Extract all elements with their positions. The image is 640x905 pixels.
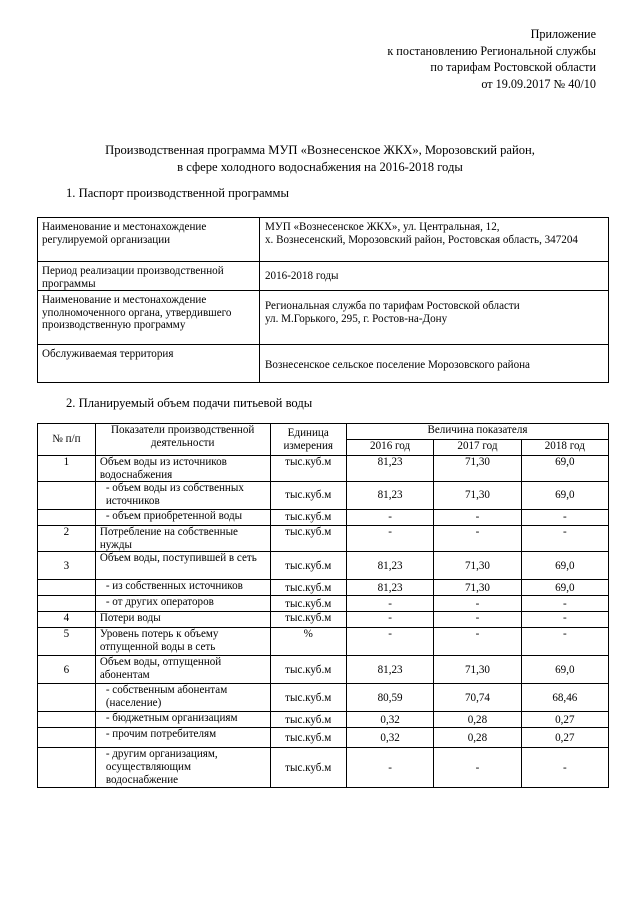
row-indicator: Потери воды	[95, 612, 270, 628]
table-row	[38, 526, 609, 552]
row-value-2016: 81,23	[346, 482, 433, 510]
table-row	[38, 748, 609, 788]
row-indicator: Уровень потерь к объему отпущенной воды в сеть	[95, 628, 270, 656]
title-line: в сфере холодного водоснабжения на 2016-2018 годы	[177, 159, 463, 174]
passport-label: Наименование и местонахождение уполномоченного органа, утвердившего производственную программу	[38, 291, 260, 345]
row-value-2016: 81,23	[346, 580, 433, 596]
passport-value-line: х. Вознесенский, Морозовский район, Ростовская область, 347204	[265, 233, 578, 246]
table-row	[38, 580, 609, 596]
row-number	[38, 482, 96, 510]
row-value-2017: -	[434, 748, 521, 788]
row-value-2017: 71,30	[434, 580, 521, 596]
row-value-2016: 81,23	[346, 552, 433, 580]
section-heading-volume: 2. Планируемый объем подачи питьевой воды	[66, 396, 313, 410]
row-unit: тыс.куб.м	[270, 552, 346, 580]
section-heading-passport: 1. Паспорт производственной программы	[66, 186, 289, 200]
row-unit: тыс.куб.м	[270, 712, 346, 728]
passport-value	[260, 262, 609, 291]
row-value-2018: 69,0	[521, 552, 608, 580]
row-value-2018: -	[521, 628, 608, 656]
row-value-2016: 81,23	[346, 656, 433, 684]
row-value-2016: 0,32	[346, 712, 433, 728]
header-unit: Единица измерения	[270, 424, 346, 456]
row-value-2016: -	[346, 612, 433, 628]
row-value-2017: -	[434, 526, 521, 552]
row-number	[38, 580, 96, 596]
appendix-line: от 19.09.2017 № 40/10	[481, 76, 596, 91]
row-unit: тыс.куб.м	[270, 510, 346, 526]
row-value-2016: 81,23	[346, 456, 433, 482]
header-row	[38, 424, 609, 440]
row-indicator: - прочим потребителям	[95, 728, 270, 748]
row-indicator: Потребление на собственные нужды	[95, 526, 270, 552]
row-number	[38, 684, 96, 712]
row-value-2018: 68,46	[521, 684, 608, 712]
table-row	[38, 510, 609, 526]
row-unit: тыс.куб.м	[270, 656, 346, 684]
row-number: 2	[38, 526, 96, 552]
table-row	[38, 612, 609, 628]
header-indicator: Показатели производственной деятельности	[95, 424, 270, 456]
row-indicator: - от других операторов	[95, 596, 270, 612]
passport-value-line: ул. М.Горького, 295, г. Ростов-на-Дону	[265, 312, 448, 325]
passport-value-line: Региональная служба по тарифам Ростовской области	[265, 300, 520, 313]
row-value-2016: -	[346, 596, 433, 612]
row-value-2017: 71,30	[434, 552, 521, 580]
row-value-2017: 71,30	[434, 482, 521, 510]
row-number: 1	[38, 456, 96, 482]
header-value: Величина показателя	[346, 424, 608, 440]
row-number	[38, 596, 96, 612]
passport-row	[38, 262, 609, 291]
row-indicator: Объем воды из источников водоснабжения	[95, 456, 270, 482]
row-value-2018: -	[521, 612, 608, 628]
passport-value	[260, 291, 609, 345]
table-row	[38, 628, 609, 656]
row-value-2018: -	[521, 510, 608, 526]
row-unit: тыс.куб.м	[270, 482, 346, 510]
row-number	[38, 728, 96, 748]
row-value-2016: 0,32	[346, 728, 433, 748]
table-row	[38, 596, 609, 612]
header-num: № п/п	[38, 424, 96, 456]
passport-value	[260, 345, 609, 383]
row-value-2018: -	[521, 596, 608, 612]
row-number: 3	[38, 552, 96, 580]
row-value-2018: -	[521, 748, 608, 788]
appendix-line: Приложение	[530, 27, 596, 41]
row-indicator: - объем приобретенной воды	[95, 510, 270, 526]
row-value-2016: -	[346, 526, 433, 552]
row-number: 5	[38, 628, 96, 656]
passport-table	[37, 217, 609, 383]
row-value-2016: -	[346, 748, 433, 788]
title-line: Производственная программа МУП «Вознесенское ЖКХ», Морозовский район,	[105, 143, 535, 157]
row-unit: тыс.куб.м	[270, 684, 346, 712]
row-value-2016: -	[346, 628, 433, 656]
passport-value-line: МУП «Вознесенское ЖКХ», ул. Центральная, 12,	[265, 221, 500, 233]
row-value-2017: 71,30	[434, 456, 521, 482]
row-indicator: - бюджетным организациям	[95, 712, 270, 728]
row-value-2018: 69,0	[521, 656, 608, 684]
row-indicator: Объем воды, поступившей в сеть	[95, 552, 270, 580]
table-row	[38, 482, 609, 510]
row-value-2018: 0,27	[521, 712, 608, 728]
row-value-2018: 69,0	[521, 456, 608, 482]
row-number	[38, 510, 96, 526]
row-indicator: Объем воды, отпущенной абонентам	[95, 656, 270, 684]
row-value-2017: -	[434, 628, 521, 656]
table-row	[38, 712, 609, 728]
passport-row	[38, 218, 609, 262]
row-number: 6	[38, 656, 96, 684]
row-value-2018: 69,0	[521, 580, 608, 596]
water-volume-table	[37, 423, 609, 788]
row-unit: тыс.куб.м	[270, 456, 346, 482]
row-number: 4	[38, 612, 96, 628]
row-indicator: - из собственных источников	[95, 580, 270, 596]
row-indicator: - другим организациям, осуществляющим водоснабжение	[95, 748, 270, 788]
table-body	[38, 456, 609, 788]
row-unit: тыс.куб.м	[270, 526, 346, 552]
row-unit: тыс.куб.м	[270, 596, 346, 612]
passport-value-line: 2016-2018 годы	[265, 269, 339, 282]
table-row	[38, 656, 609, 684]
row-value-2017: 0,28	[434, 712, 521, 728]
row-unit: тыс.куб.м	[270, 580, 346, 596]
passport-label: Период реализации производственной программы	[38, 262, 260, 291]
table-row	[38, 552, 609, 580]
header-year: 2017 год	[434, 440, 521, 456]
row-unit: тыс.куб.м	[270, 612, 346, 628]
row-value-2018: -	[521, 526, 608, 552]
row-unit: тыс.куб.м	[270, 748, 346, 788]
row-number	[38, 712, 96, 728]
passport-label: Обслуживаемая территория	[38, 345, 260, 383]
appendix-note	[387, 26, 596, 92]
table-row	[38, 456, 609, 482]
table-row	[38, 728, 609, 748]
row-value-2017: 70,74	[434, 684, 521, 712]
document-title	[0, 142, 640, 175]
row-unit: тыс.куб.м	[270, 728, 346, 748]
row-value-2017: -	[434, 596, 521, 612]
header-year: 2016 год	[346, 440, 433, 456]
passport-label: Наименование и местонахождение регулируемой организации	[38, 218, 260, 262]
row-value-2016: -	[346, 510, 433, 526]
row-number	[38, 748, 96, 788]
row-value-2017: -	[434, 612, 521, 628]
row-value-2017: 0,28	[434, 728, 521, 748]
passport-value	[260, 218, 609, 262]
passport-row	[38, 291, 609, 345]
appendix-line: по тарифам Ростовской области	[430, 60, 596, 74]
passport-value-line: Вознесенское сельское поселение Морозовского района	[265, 359, 530, 372]
row-value-2018: 69,0	[521, 482, 608, 510]
row-value-2017: -	[434, 510, 521, 526]
row-unit: %	[270, 628, 346, 656]
row-value-2018: 0,27	[521, 728, 608, 748]
passport-row	[38, 345, 609, 383]
row-value-2017: 71,30	[434, 656, 521, 684]
appendix-line: к постановлению Региональной службы	[387, 43, 596, 58]
table-row	[38, 684, 609, 712]
row-indicator: - собственным абонентам (население)	[95, 684, 270, 712]
header-year: 2018 год	[521, 440, 608, 456]
row-indicator: - объем воды из собственных источников	[95, 482, 270, 510]
row-value-2016: 80,59	[346, 684, 433, 712]
